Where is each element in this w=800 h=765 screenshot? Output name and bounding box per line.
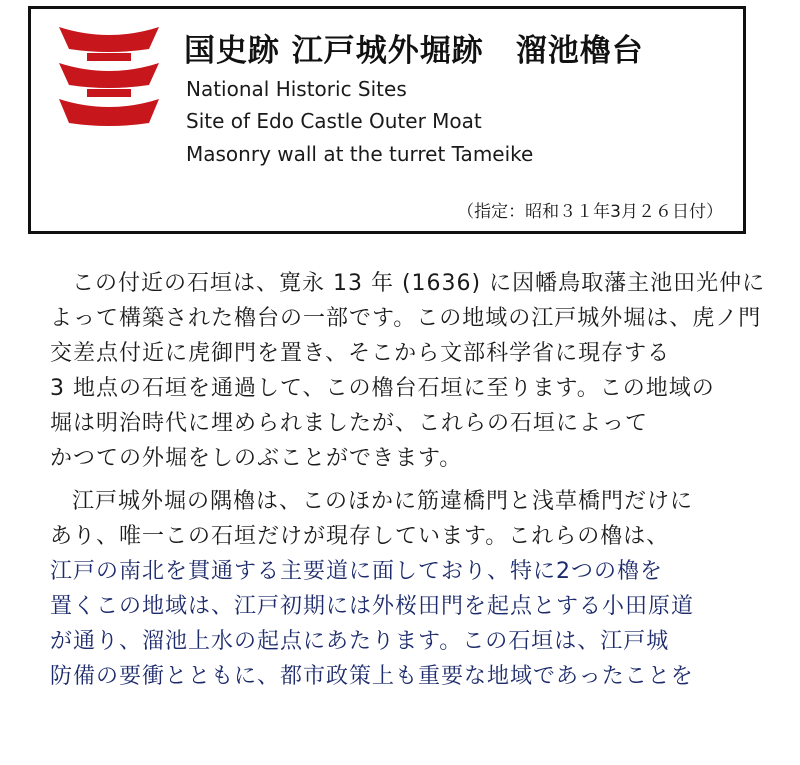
edo-castle-emblem-icon <box>57 23 161 135</box>
paragraph-2-line: 江戸城外堀の隅櫓は、このほかに筋違橋門と浅草橋門だけに <box>72 489 694 514</box>
subtitle-en-line-3: Masonry wall at the turret Tameike <box>186 142 534 166</box>
subtitle-en-line-2: Site of Edo Castle Outer Moat <box>186 109 482 133</box>
description-text <box>50 266 766 694</box>
paragraph-1-line: 3 地点の石垣を通過して、この櫓台石垣に至ります。この地域の <box>50 376 715 401</box>
paragraph-2-line: 置くこの地域は、江戸初期には外桜田門を起点とする小田原道 <box>50 594 695 619</box>
paragraph-1-line: この付近の石垣は、寛永 13 年 (1636) に因幡鳥取藩主池田光仲に <box>72 271 766 296</box>
title-plaque-header <box>28 6 746 234</box>
paragraph-1-line: かつての外堀をしのぶことができます。 <box>50 446 463 471</box>
paragraph-2-line: 江戸の南北を貫通する主要道に面しており、特に2つの櫓を <box>50 559 663 584</box>
designation-date: （指定：昭和３１年3月２６日付） <box>457 202 723 222</box>
paragraph-divider <box>50 476 750 484</box>
subtitle-en-line-1: National Historic Sites <box>186 77 407 101</box>
paragraph-1-line: よって構築された櫓台の一部です。この地域の江戸城外堀は、虎ノ門 <box>50 306 762 331</box>
paragraph-2-line: あり、唯一この石垣だけが現存しています。これらの櫓は、 <box>50 524 670 549</box>
paragraph-2-line: 防備の要衝とともに、都市政策上も重要な地域であったことを <box>50 664 694 689</box>
page-title: 国史跡 江戸城外堀跡 溜池櫓台 <box>184 33 644 69</box>
paragraph-1-line: 堀は明治時代に埋められましたが、これらの石垣によって <box>50 411 649 436</box>
paragraph-2-line: が通り、溜池上水の起点にあたります。この石垣は、江戸城 <box>50 629 670 654</box>
paragraph-1-line: 交差点付近に虎御門を置き、そこから文部科学省に現存する <box>50 341 671 366</box>
